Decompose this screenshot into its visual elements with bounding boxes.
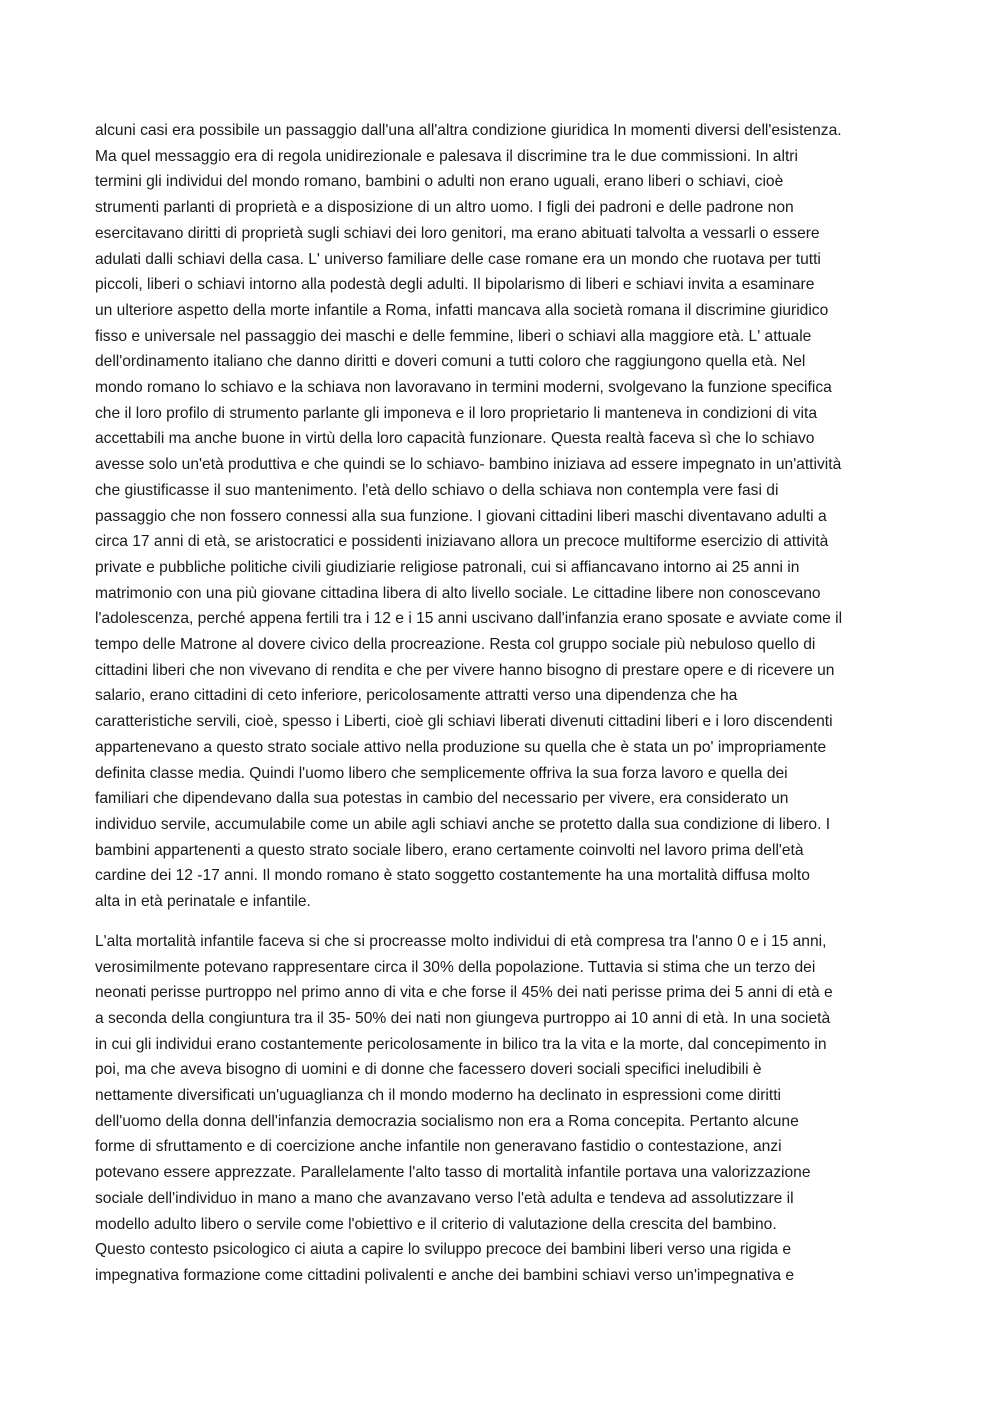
text-line: che giustificasse il suo mantenimento. l'età dello schiavo o della schiava non contempla vere fasi di [95, 481, 779, 499]
text-line: private e pubbliche politiche civili giudiziarie religiose patronali, cui si affiancavano intorno ai 25 anni in [95, 558, 800, 576]
text-line: caratteristiche servili, cioè, spesso i Liberti, cioè gli schiavi liberati divenuti cittadini liberi e i loro discendenti [95, 713, 833, 731]
text-line: mondo romano lo schiavo e la schiava non lavoravano in termini moderni, svolgevano la funzione specifica [95, 379, 832, 397]
text-line: forme di sfruttamento e di coercizione anche infantile non generavano fastidio o contestazione, anzi [95, 1138, 782, 1156]
text-line: modello adulto libero o servile come l'obiettivo e il criterio di valutazione della crescita del bambino. [95, 1215, 777, 1233]
text-line: esercitavano diritti di proprietà sugli schiavi dei loro genitori, ma erano abituati talvolta a vessarli o essere [95, 224, 820, 242]
text-line: nettamente diversificati un'uguaglianza ch il mondo moderno ha declinato in espressioni come diritti [95, 1087, 782, 1105]
text-line: piccoli, liberi o schiavi intorno alla podestà degli adulti. Il bipolarismo di liberi e schiavi invita a esaminare [95, 276, 815, 294]
text-line: individuo servile, accumulabile come un abile agli schiavi anche se protetto dalla sua condizione di libero. I [95, 815, 831, 833]
text-line: dell'ordinamento italiano che danno diritti e doveri comuni a tutti coloro che raggiungono quella età. Nel [95, 353, 806, 371]
text-line: fisso e universale nel passaggio dei maschi e delle femmine, liberi o schiavi alla maggiore età. L' attuale [95, 327, 812, 345]
text-line: dell'uomo della donna dell'infanzia democrazia socialismo non era a Roma concepita. Pertanto alcune [95, 1112, 799, 1130]
body-text [95, 118, 910, 1303]
text-line: potevano essere apprezzate. Parallelamente l'alto tasso di mortalità infantile portava una valorizzazione [95, 1164, 811, 1182]
text-line: avesse solo un'età produttiva e che quindi se lo schiavo- bambino iniziava ad essere impegnato in un'attività [95, 456, 842, 474]
text-line: accettabili ma anche buone in virtù della loro capacità funzionare. Questa realtà faceva sì che lo schiavo [95, 430, 815, 448]
text-line: circa 17 anni di età, se aristocratici e possidenti iniziavano allora un precoce multiforme esercizio di attività [95, 533, 829, 551]
text-line: un ulteriore aspetto della morte infantile a Roma, infatti mancava alla società romana il discrimine giuridico [95, 301, 829, 319]
text-line: che il loro profilo di strumento parlante gli imponeva e il loro proprietario li manteneva in condizioni di vita [95, 404, 818, 422]
text-line: l'adolescenza, perché appena fertili tra i 12 e i 15 anni uscivano dall'infanzia erano sposate e avviate come il [95, 610, 843, 628]
text-line: L'alta mortalità infantile faceva si che si procreasse molto individui di età compresa tra l'anno 0 e i 15 anni, [95, 932, 827, 950]
text-line: adulati dalli schiavi della casa. L' universo familiare delle case romane era un mondo che ruotava per tutti [95, 250, 821, 268]
text-line: verosimilmente potevano rappresentare circa il 30% della popolazione. Tuttavia si stima che un terzo dei [95, 958, 816, 976]
text-line: matrimonio con una più giovane cittadina libera di alto livello sociale. Le cittadine libere non conoscevano [95, 584, 821, 602]
text-line: a seconda della congiuntura tra il 35- 50% dei nati non giungeva purtroppo ai 10 anni di età. In una società [95, 1009, 831, 1027]
text-line: passaggio che non fossero connessi alla sua funzione. I giovani cittadini liberi maschi diventavano adulti a [95, 507, 827, 525]
text-line: impegnativa formazione come cittadini polivalenti e anche dei bambini schiavi verso un'impegnativa e [95, 1266, 795, 1284]
text-line: poi, ma che aveva bisogno di uomini e di donne che facessero doveri sociali specifici ineludibili è [95, 1061, 762, 1079]
text-line: Ma quel messaggio era di regola unidirezionale e palesava il discrimine tra le due commissioni. In altri [95, 147, 798, 165]
text-line: termini gli individui del mondo romano, bambini o adulti non erano uguali, erano liberi o schiavi, cioè [95, 173, 784, 191]
text-line: cittadini liberi che non vivevano di rendita e che per vivere hanno bisogno di prestare opere e di ricevere un [95, 661, 835, 679]
paragraph [95, 929, 910, 1289]
text-line: strumenti parlanti di proprietà e a disposizione di un altro uomo. I figli dei padroni e delle padrone non [95, 199, 794, 217]
text-line: in cui gli individui erano costantemente pericolosamente in bilico tra la vita e la morte, dal concepimento in [95, 1035, 827, 1053]
text-line: Questo contesto psicologico ci aiuta a capire lo sviluppo precoce dei bambini liberi verso una rigida e [95, 1241, 792, 1259]
text-line: alta in età perinatale e infantile. [95, 893, 311, 911]
text-line: cardine dei 12 -17 anni. Il mondo romano è stato soggetto costantemente ha una mortalità diffusa molto [95, 867, 810, 885]
text-line: definita classe media. Quindi l'uomo libero che semplicemente offriva la sua forza lavoro e quella dei [95, 764, 788, 782]
text-line: sociale dell'individuo in mano a mano che avanzavano verso l'età adulta e tendeva ad assolutizzare il [95, 1189, 794, 1207]
text-line: salario, erano cittadini di ceto inferiore, pericolosamente attratti verso una dipendenza che ha [95, 687, 738, 705]
text-line: neonati perisse purtroppo nel primo anno di vita e che forse il 45% dei nati perisse prima dei 5 anni di età e [95, 984, 833, 1002]
text-line: tempo delle Matrone al dovere civico della procreazione. Resta col gruppo sociale più nebuloso quello di [95, 636, 816, 654]
text-line: familiari che dipendevano dalla sua potestas in cambio del necessario per vivere, era considerato un [95, 790, 789, 808]
text-line: appartenevano a questo strato sociale attivo nella produzione su quella che è stata un po' impropriamente [95, 738, 827, 756]
paragraph [95, 118, 910, 915]
text-line: alcuni casi era possibile un passaggio dall'una all'altra condizione giuridica In momenti diversi dell'esistenza. [95, 122, 842, 139]
text-line: bambini appartenenti a questo strato sociale libero, erano certamente coinvolti nel lavoro prima dell'età [95, 841, 804, 859]
